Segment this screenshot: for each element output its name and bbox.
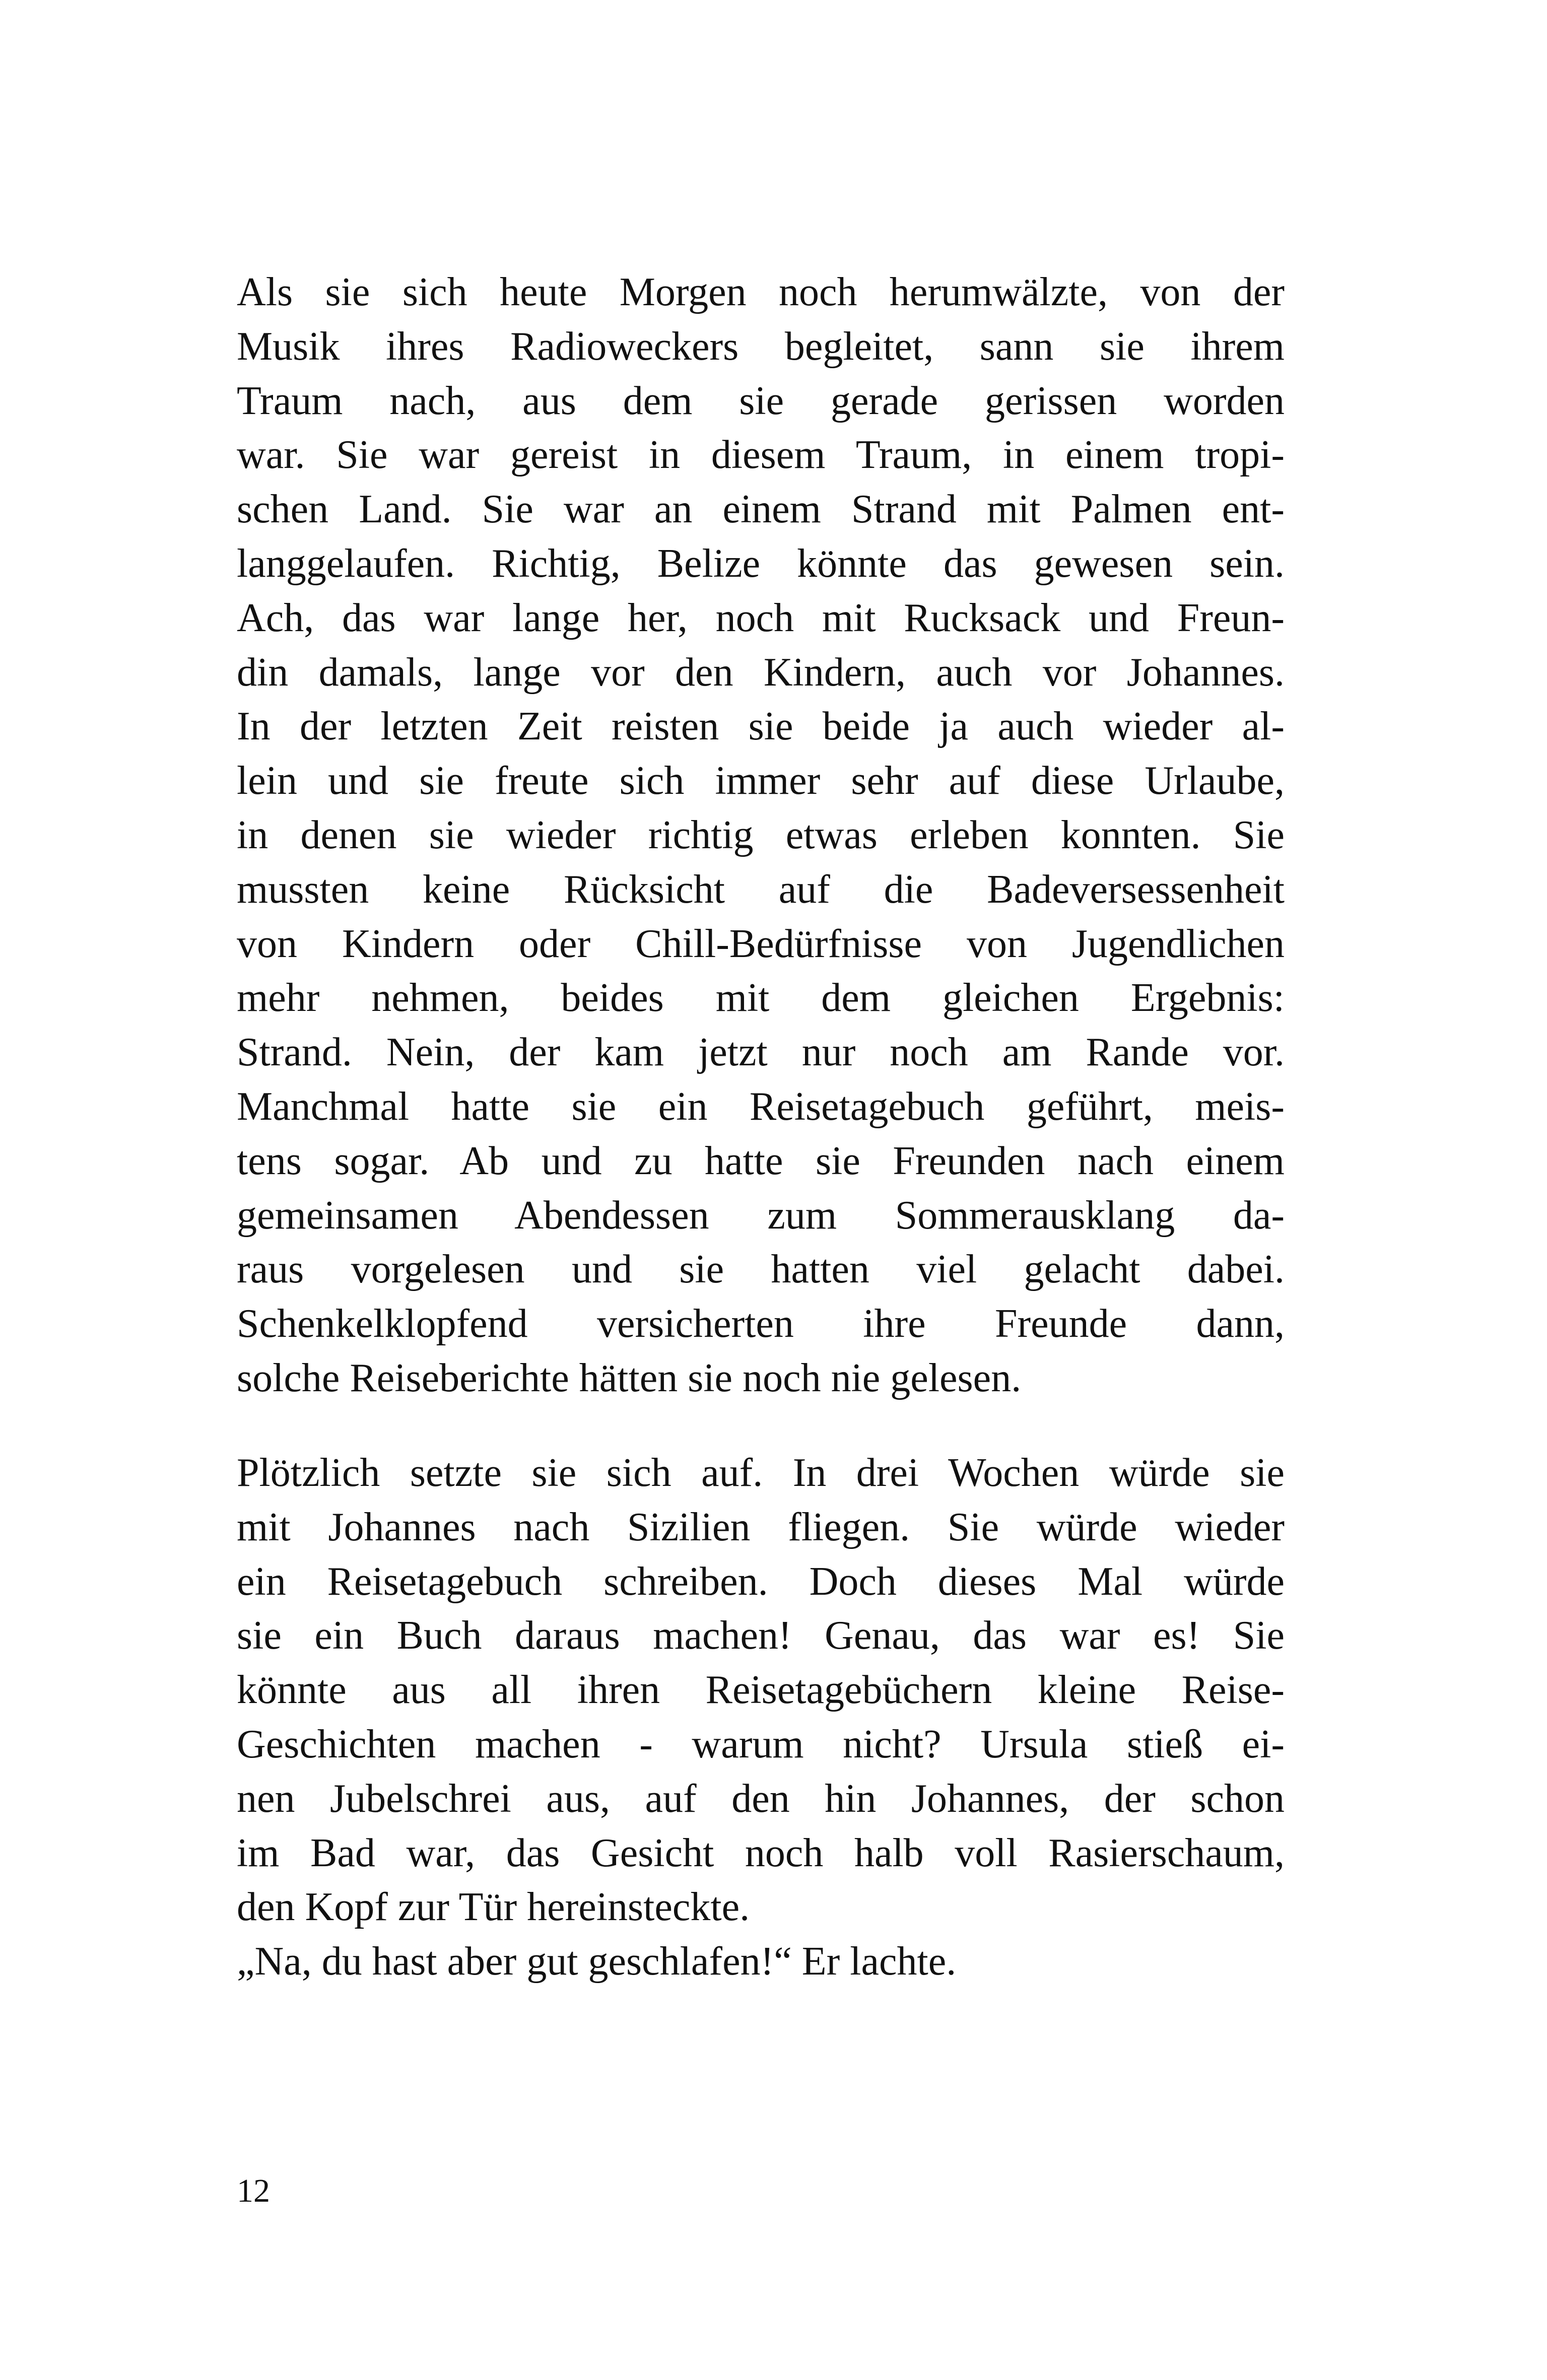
text-line: „Na, du hast aber gut geschlafen!“ Er lachte.	[237, 1939, 957, 1984]
text-line: gemeinsamen Abendessen zum Sommerausklang da-	[237, 1193, 1285, 1238]
text-line: Strand. Nein, der kam jetzt nur noch am Rande vor.	[237, 1030, 1285, 1075]
text-line: von Kindern oder Chill-Bedürfnisse von Jugendlichen	[237, 921, 1285, 966]
text-line: solche Reiseberichte hätten sie noch nie gelesen.	[237, 1355, 1022, 1400]
text-line: tens sogar. Ab und zu hatte sie Freunden nach einem	[237, 1138, 1285, 1183]
text-line: mehr nehmen, beides mit dem gleichen Ergebnis:	[237, 976, 1285, 1021]
text-line: din damals, lange vor den Kindern, auch vor Johannes.	[237, 650, 1285, 695]
text-line: nen Jubelschrei aus, auf den hin Johannes, der schon	[237, 1776, 1285, 1821]
text-line: Geschichten machen - warum nicht? Ursula stieß ei-	[237, 1722, 1285, 1766]
text-line: im Bad war, das Gesicht noch halb voll Rasierschaum,	[237, 1830, 1285, 1875]
text-line: mussten keine Rücksicht auf die Badeversessenheit	[237, 867, 1285, 912]
text-line: In der letzten Zeit reisten sie beide ja auch wieder al-	[237, 704, 1285, 749]
paragraph-two	[237, 1446, 1285, 1989]
text-line: Traum nach, aus dem sie gerade gerissen worden	[237, 378, 1285, 423]
text-line: raus vorgelesen und sie hatten viel gelacht dabei.	[237, 1247, 1285, 1292]
text-line: Ach, das war lange her, noch mit Rucksack und Freun-	[237, 595, 1285, 640]
page-number: 12	[237, 2172, 270, 2209]
text-line: Als sie sich heute Morgen noch herumwälzte, von der	[237, 270, 1285, 314]
text-line: Schenkelklopfend versicherten ihre Freunde dann,	[237, 1302, 1285, 1346]
text-line: war. Sie war gereist in diesem Traum, in einem tropi-	[237, 433, 1285, 478]
text-line: Musik ihres Radioweckers begleitet, sann sie ihrem	[237, 324, 1285, 369]
text-line: Plötzlich setzte sie sich auf. In drei Wochen würde sie	[237, 1451, 1285, 1495]
text-line: Manchmal hatte sie ein Reisetagebuch geführt, meis-	[237, 1084, 1285, 1129]
text-line: langgelaufen. Richtig, Belize könnte das gewesen sein.	[237, 541, 1285, 586]
text-line: in denen sie wieder richtig etwas erleben konnten. Sie	[237, 812, 1285, 857]
text-line: sie ein Buch daraus machen! Genau, das war es! Sie	[237, 1613, 1285, 1658]
text-line: könnte aus all ihren Reisetagebüchern kleine Reise-	[237, 1668, 1285, 1713]
text-line: schen Land. Sie war an einem Strand mit Palmen ent-	[237, 487, 1285, 532]
text-line: den Kopf zur Tür hereinsteckte.	[237, 1885, 750, 1930]
paragraph-one	[237, 265, 1285, 1406]
text-line: mit Johannes nach Sizilien fliegen. Sie würde wieder	[237, 1505, 1285, 1549]
text-line: ein Reisetagebuch schreiben. Doch dieses Mal würde	[237, 1559, 1285, 1604]
text-line: lein und sie freute sich immer sehr auf diese Urlaube,	[237, 759, 1285, 803]
